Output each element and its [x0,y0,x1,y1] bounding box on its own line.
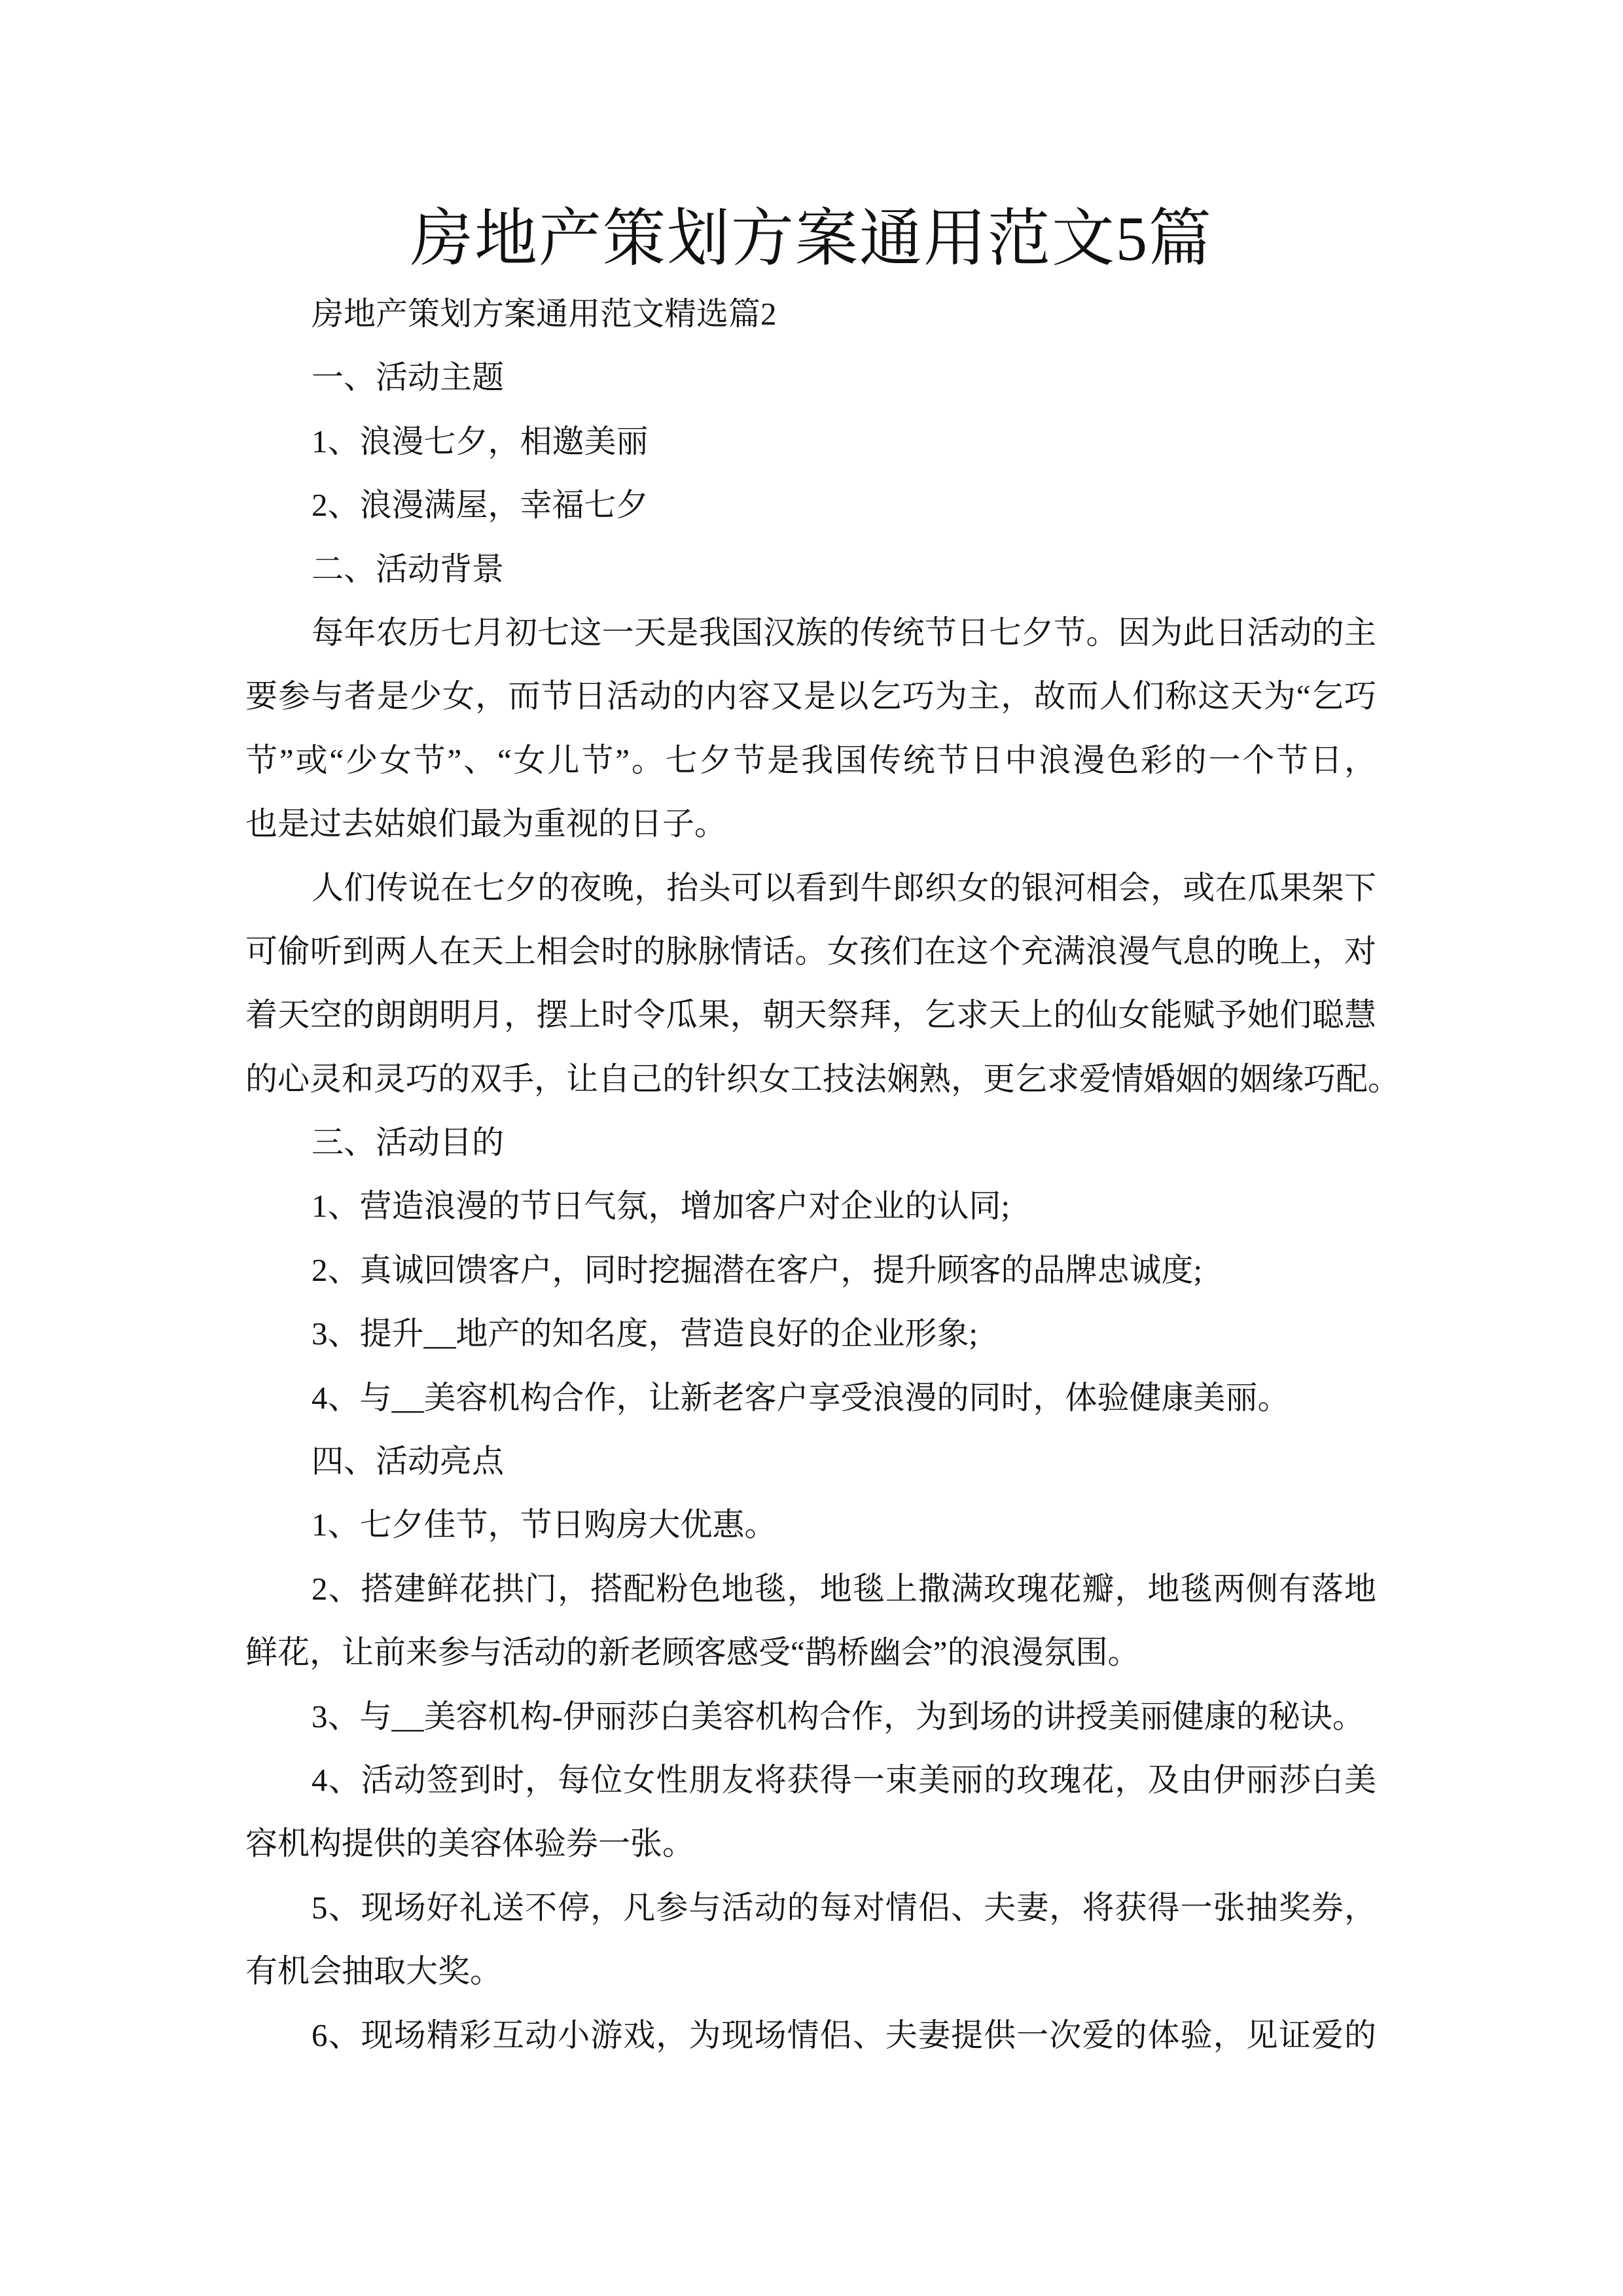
paragraph-line: 每年农历七月初七这一天是我国汉族的传统节日七夕节。因为此日活动的主 [312,614,1376,651]
paragraph-line: 3、提升__地产的知名度，营造良好的企业形象; [312,1316,978,1352]
paragraph-line: 人们传说在七夕的夜晚，抬头可以看到牛郎织女的银河相会，或在瓜果架下 [312,869,1376,906]
paragraph-line: 4、活动签到时，每位女性朋友将获得一束美丽的玫瑰花，及由伊丽莎白美 [312,1761,1376,1798]
paragraph-line: 鲜花，让前来参与活动的新老顾客感受“鹊桥幽会”的浪漫氛围。 [245,1634,1140,1671]
paragraph-line: 1、营造浪漫的节日气氛，增加客户对企业的认同; [312,1188,1010,1225]
paragraph-line: 节”或“少女节”、“女儿节”。七夕节是我国传统节日中浪漫色彩的一个节日， [245,742,1376,778]
paragraph-line: 可偷听到两人在天上相会时的脉脉情话。女孩们在这个充满浪漫气息的晚上，对 [245,933,1376,969]
paragraph-line: 4、与__美容机构合作，让新老客户享受浪漫的同时，体验健康美丽。 [312,1379,1290,1416]
paragraph-line: 着天空的朗朗明月，摆上时令瓜果，朝天祭拜，乞求天上的仙女能赋予她们聪慧 [245,997,1376,1033]
paragraph-line: 一、活动主题 [312,359,505,396]
paragraph-line: 有机会抽取大奖。 [245,1953,503,1990]
paragraph-line: 的心灵和灵巧的双手，让自己的针织女工技法娴熟，更乞求爱情婚姻的姻缘巧配。 [245,1060,1400,1097]
paragraph-line: 6、现场精彩互动小游戏，为现场情侣、夫妻提供一次爱的体验，见证爱的 [312,2017,1376,2053]
document-body [245,282,1400,2067]
paragraph-line: 1、七夕佳节，节日购房大优惠。 [312,1507,777,1543]
paragraph-line: 房地产策划方案通用范文精选篇2 [312,296,777,332]
paragraph-line: 3、与__美容机构-伊丽莎白美容机构合作，为到场的讲授美丽健康的秘诀。 [312,1698,1364,1734]
document-title: 房地产策划方案通用范文5篇 [410,204,1213,274]
paragraph-line: 2、搭建鲜花拱门，搭配粉色地毯，地毯上撒满玫瑰花瓣，地毯两侧有落地 [312,1570,1376,1607]
paragraph-line: 二、活动背景 [312,550,505,587]
paragraph-line: 5、现场好礼送不停，凡参与活动的每对情侣、夫妻，将获得一张抽奖券， [312,1889,1376,1926]
paragraph-line: 容机构提供的美容体验券一张。 [245,1825,695,1862]
paragraph-line: 2、真诚回馈客户，同时挖掘潜在客户，提升顾客的品牌忠诚度; [312,1251,1203,1288]
paragraph-line: 也是过去姑娘们最为重视的日子。 [245,806,727,842]
paragraph-line: 2、浪漫满屋，幸福七夕 [312,487,649,524]
paragraph-line: 三、活动目的 [312,1124,505,1161]
paragraph-line: 1、浪漫七夕，相邀美丽 [312,423,649,459]
paragraph-line: 要参与者是少女，而节日活动的内容又是以乞巧为主，故而人们称这天为“乞巧 [245,678,1376,715]
paragraph-line: 四、活动亮点 [312,1443,505,1480]
